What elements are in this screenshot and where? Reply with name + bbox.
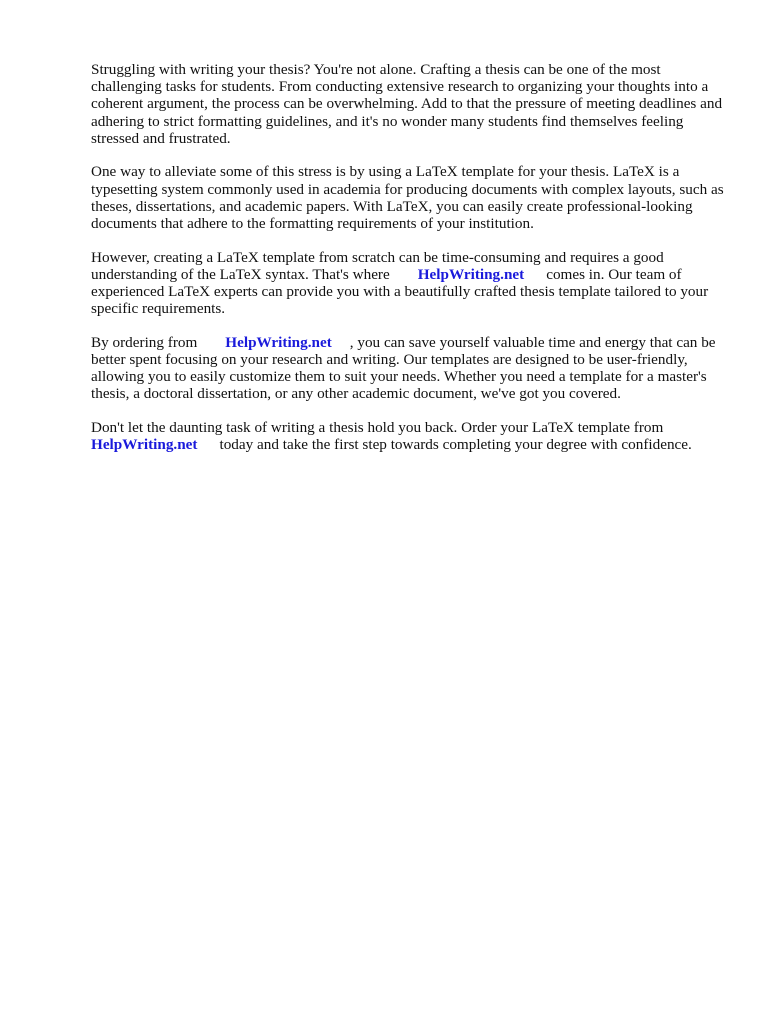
paragraph-2-text: One way to alleviate some of this stress is by using a LaTeX template for your thesis. LaTeX is a typesetting system commonly used in academia for producing documents with complex layouts, such as theses, dissertations, and academic papers. With LaTeX, you can easily create professional-looking documents that adhere to the formatting requirements of your institution. — [91, 163, 724, 233]
paragraph-5-text-before: Don't let the daunting task of writing a thesis hold you back. Order your LaTeX template from — [91, 419, 664, 437]
paragraph-5-text-after: today and take the first step towards completing your degree with confidence. — [219, 436, 692, 454]
paragraph-3-text-after: comes in. Our team of experienced LaTeX experts can provide you with a beautifully crafted thesis template tailored to your specific requirements. — [91, 265, 709, 318]
paragraph-3 — [91, 249, 731, 318]
paragraph-4-text-after: , you can save yourself valuable time and energy that can be better spent focusing on your research and writing. Our templates are designed to be user-friendly, allowing you to easily customize them to suit your needs. Whether you need a template for a master's thesis, a doctoral dissertation, or any other academic document, we've got you covered. — [91, 333, 716, 403]
document-body — [91, 61, 731, 470]
helpwriting-link-3[interactable]: HelpWriting.net — [91, 436, 198, 454]
paragraph-5 — [91, 419, 731, 453]
paragraph-3-text-before: However, creating a LaTeX template from scratch can be time-consuming and requires a good understanding of the LaTeX syntax. That's where — [91, 248, 664, 283]
paragraph-4-text-before: By ordering from — [91, 333, 198, 351]
paragraph-1 — [91, 61, 731, 147]
paragraph-4 — [91, 334, 731, 403]
helpwriting-link-2[interactable]: HelpWriting.net — [225, 333, 332, 351]
helpwriting-link-1[interactable]: HelpWriting.net — [417, 265, 525, 283]
paragraph-2 — [91, 163, 731, 232]
paragraph-1-text: Struggling with writing your thesis? You're not alone. Crafting a thesis can be one of the most challenging tasks for students. From conducting extensive research to organizing your thoughts into a coherent argument, the process can be overwhelming. Add to that the pressure of meeting deadlines and adhering to strict formatting guidelines, and it's no wonder many students find themselves feeling stressed and frustrated. — [91, 61, 723, 147]
